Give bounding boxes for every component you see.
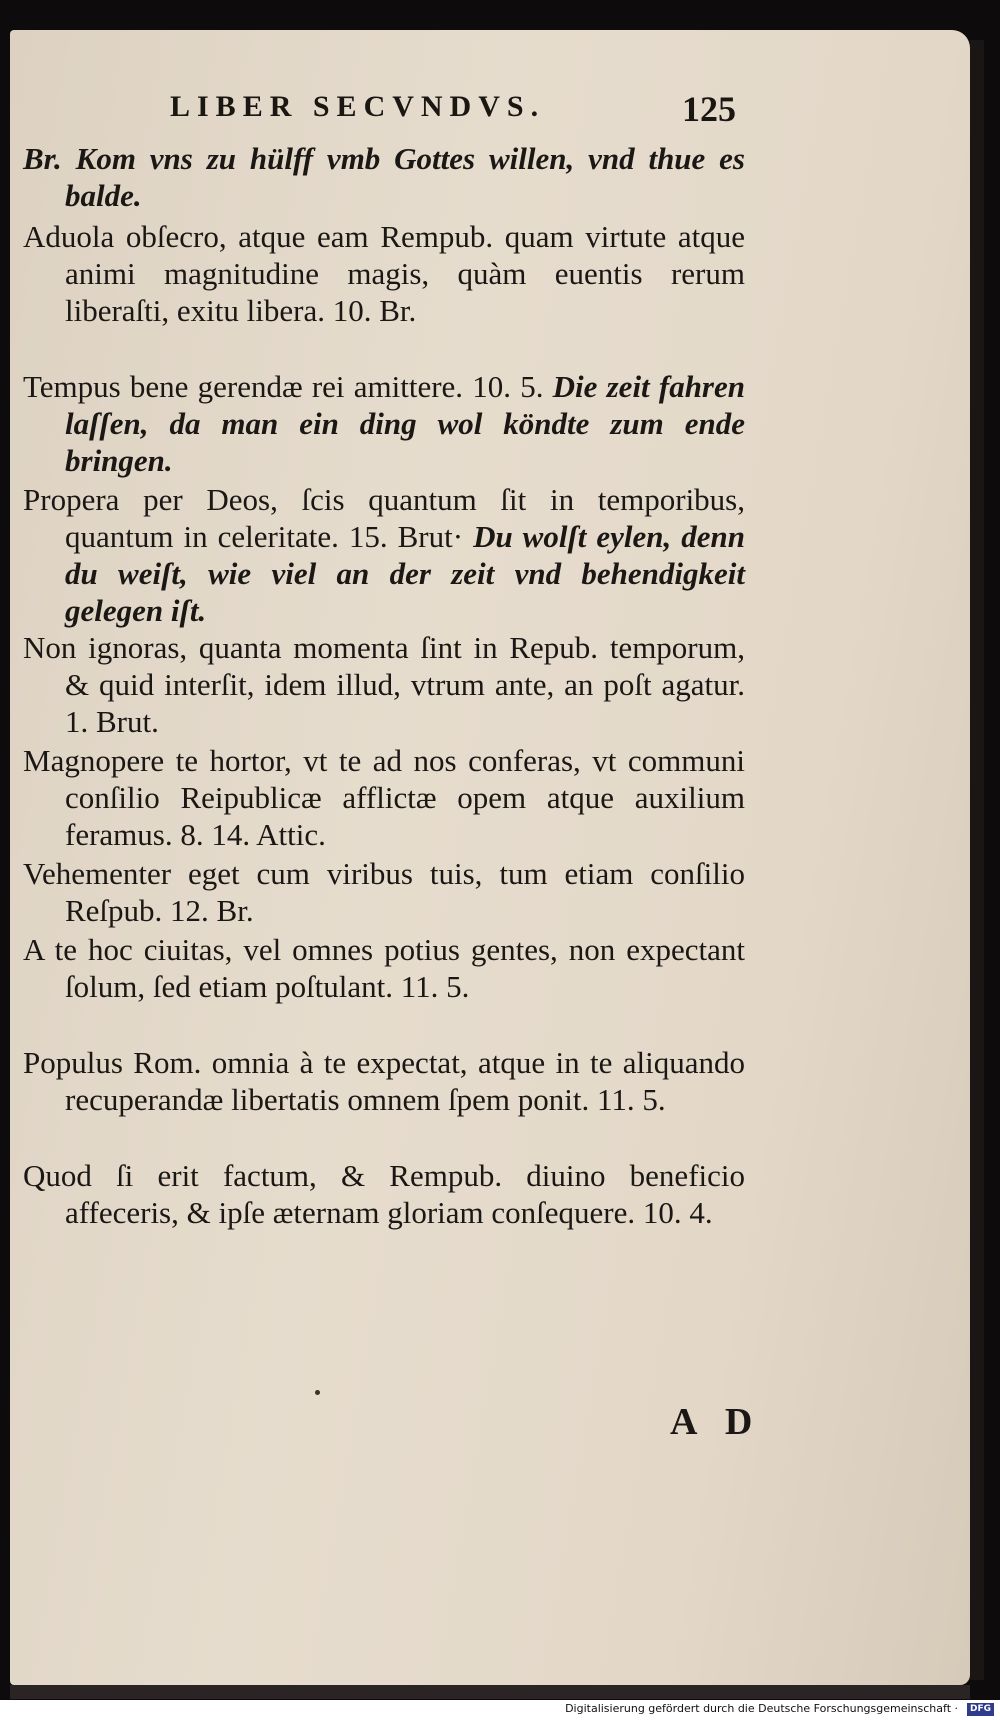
entry-4-german: Du wolſt eylen, denn du weiſt, wie viel an der zeit vnd behendigkeit gelegen iſt. bbox=[65, 519, 746, 628]
ink-speck bbox=[315, 1390, 320, 1395]
running-title: LIBER SECVNDVS. bbox=[170, 90, 546, 123]
digitization-footer bbox=[0, 1700, 1000, 1720]
entry-2 bbox=[10, 218, 745, 366]
entry-1 bbox=[10, 140, 745, 214]
entry-5 bbox=[10, 629, 745, 740]
entry-3 bbox=[10, 368, 745, 479]
catchword: A D bbox=[670, 1401, 763, 1443]
running-head bbox=[10, 90, 970, 130]
page-number: 125 bbox=[682, 89, 736, 129]
entry-3-german: Die zeit fahren laſſen, da man ein ding wol köndte zum ende bringen. bbox=[65, 369, 745, 478]
entry-6-latin: Magnopere te hortor, vt te ad nos conferas, vt communi conſilio Reipublicæ afflictæ opem atque auxilium feramus. 8. 14. Attic. bbox=[23, 743, 745, 852]
entry-8 bbox=[10, 931, 745, 1042]
entry-1-german: Br. Kom vns zu hülff vmb Gottes willen, vnd thue es balde. bbox=[23, 141, 745, 213]
entry-5-latin: Non ignoras, quanta momenta ſint in Repub. temporum, & quid interſit, idem illud, vtrum ante, an poſt agatur. 1. Brut. bbox=[23, 630, 745, 739]
entry-4-latin: Propera per Deos, ſcis quantum ſit in temporibus, quantum in celeritate. 15. Brut· bbox=[23, 482, 745, 554]
entry-4 bbox=[10, 481, 745, 629]
entry-8-latin: A te hoc ciuitas, vel omnes potius gentes, non expectant ſolum, ſed etiam poſtulant. 11. 5. bbox=[23, 932, 745, 1004]
page-edge-shadow bbox=[970, 40, 984, 1680]
entry-7 bbox=[10, 855, 745, 929]
text-block bbox=[10, 140, 970, 1268]
entry-7-latin: Vehementer eget cum viribus tuis, tum etiam conſilio Reſpub. 12. Br. bbox=[23, 856, 745, 928]
entry-10-latin: Quod ſi erit factum, & Rempub. diuino beneficio affeceris, & ipſe æternam gloriam conſequere. 10. 4. bbox=[23, 1158, 745, 1230]
entry-10 bbox=[10, 1157, 745, 1268]
page-bottom-edge bbox=[10, 1685, 970, 1699]
funding-credit: Digitalisierung gefördert durch die Deutsche Forschungsgemeinschaft · bbox=[565, 1702, 958, 1715]
entry-9-latin: Populus Rom. omnia à te expectat, atque in te aliquando recuperandæ libertatis omnem ſpem ponit. 11. 5. bbox=[23, 1045, 745, 1117]
entry-6 bbox=[10, 742, 745, 853]
dfg-logo: DFG bbox=[967, 1703, 994, 1716]
entry-9 bbox=[10, 1044, 745, 1155]
book-page bbox=[10, 30, 970, 1685]
entry-3-latin: Tempus bene gerendæ rei amittere. 10. 5. bbox=[23, 369, 544, 404]
entry-2-latin: Aduola obſecro, atque eam Rempub. quam virtute atque animi magnitudine magis, quàm euentis rerum liberaſti, exitu libera. 10. Br. bbox=[23, 219, 745, 328]
